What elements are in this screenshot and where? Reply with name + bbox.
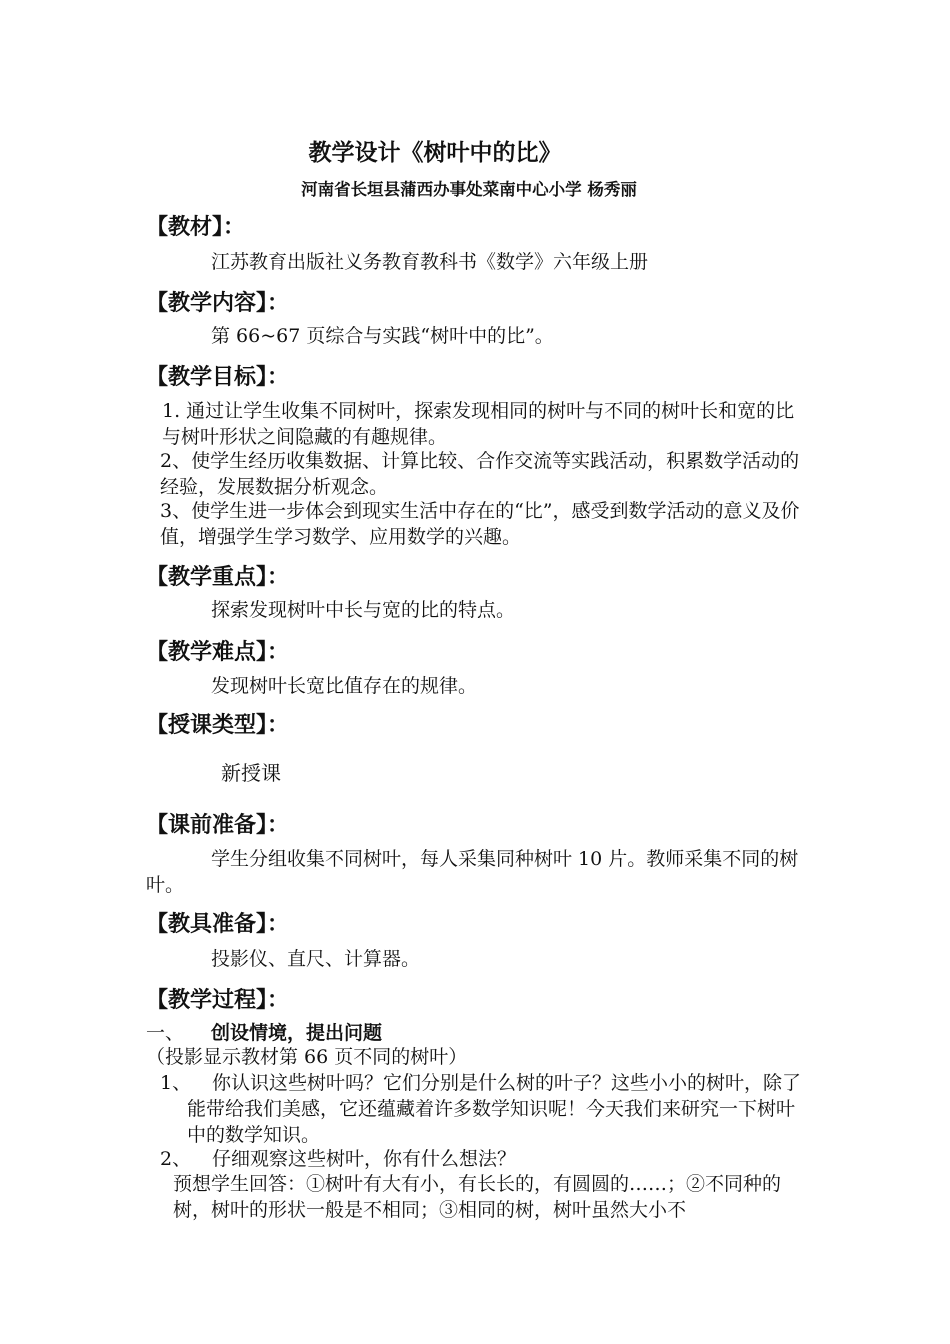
heading-key-point: 【教学重点】： <box>146 565 290 590</box>
question-number-2: 2、 <box>160 1148 192 1170</box>
step-number-1: 一、 <box>146 1022 185 1044</box>
goal-item-2: 2、使学生经历收集数据、计算比较、合作交流等实践活动，积累数学活动的经验，发展数据分析观念。 <box>160 450 800 498</box>
heading-process: 【教学过程】： <box>146 988 290 1013</box>
heading-goals: 【教学目标】： <box>146 365 290 390</box>
heading-content: 【教学内容】： <box>146 291 290 316</box>
expected-answer: 预想学生回答：①树叶有大有小，有长长的，有圆圆的……；②不同种的树，树叶的形状一般是不相同；③相同的树，树叶虽然大小不 <box>173 1173 782 1221</box>
document-title: 教学设计《树叶中的比》 <box>308 139 562 166</box>
projection-note: （投影显示教材第 66 页不同的树叶） <box>146 1046 468 1068</box>
question-number-1: 1、 <box>160 1072 192 1094</box>
heading-preparation: 【课前准备】： <box>146 813 290 838</box>
text-difficulty: 发现树叶长宽比值存在的规律。 <box>211 675 478 697</box>
question-text-2: 仔细观察这些树叶，你有什么想法？ <box>212 1148 517 1170</box>
heading-textbook: 【教材】： <box>146 215 246 240</box>
text-key-point: 探索发现树叶中长与宽的比的特点。 <box>211 599 516 621</box>
goal-item-1: 1. 通过让学生收集不同树叶，探索发现相同的树叶与不同的树叶长和宽的比与树叶形状之间隐藏的有趣规律。 <box>162 400 795 448</box>
heading-difficulty: 【教学难点】： <box>146 640 290 665</box>
question-text-1: 你认识这些树叶吗？它们分别是什么树的叶子？这些小小的树叶，除了能带给我们美感，它还蕴藏着许多数学知识呢！今天我们来研究一下树叶中的数学知识。 <box>187 1072 802 1146</box>
text-tools: 投影仪、直尺、计算器。 <box>211 948 421 970</box>
document-author: 河南省长垣县蒲西办事处菜南中心小学 杨秀丽 <box>301 180 637 199</box>
text-textbook: 江苏教育出版社义务教育教科书《数学》六年级上册 <box>211 251 649 273</box>
text-content: 第 66~67 页综合与实践“树叶中的比”。 <box>211 325 554 347</box>
step-title-1: 创设情境，提出问题 <box>211 1022 383 1044</box>
goal-item-3: 3、使学生进一步体会到现实生活中存在的“比”，感受到数学活动的意义及价值，增强学生学习数学、应用数学的兴趣。 <box>160 500 800 548</box>
heading-lesson-type: 【授课类型】： <box>146 713 290 738</box>
text-preparation: 学生分组收集不同树叶，每人采集同种树叶 10 片。教师采集不同的树叶。 <box>146 848 799 896</box>
text-lesson-type: 新授课 <box>221 761 281 785</box>
heading-tools: 【教具准备】： <box>146 912 290 937</box>
